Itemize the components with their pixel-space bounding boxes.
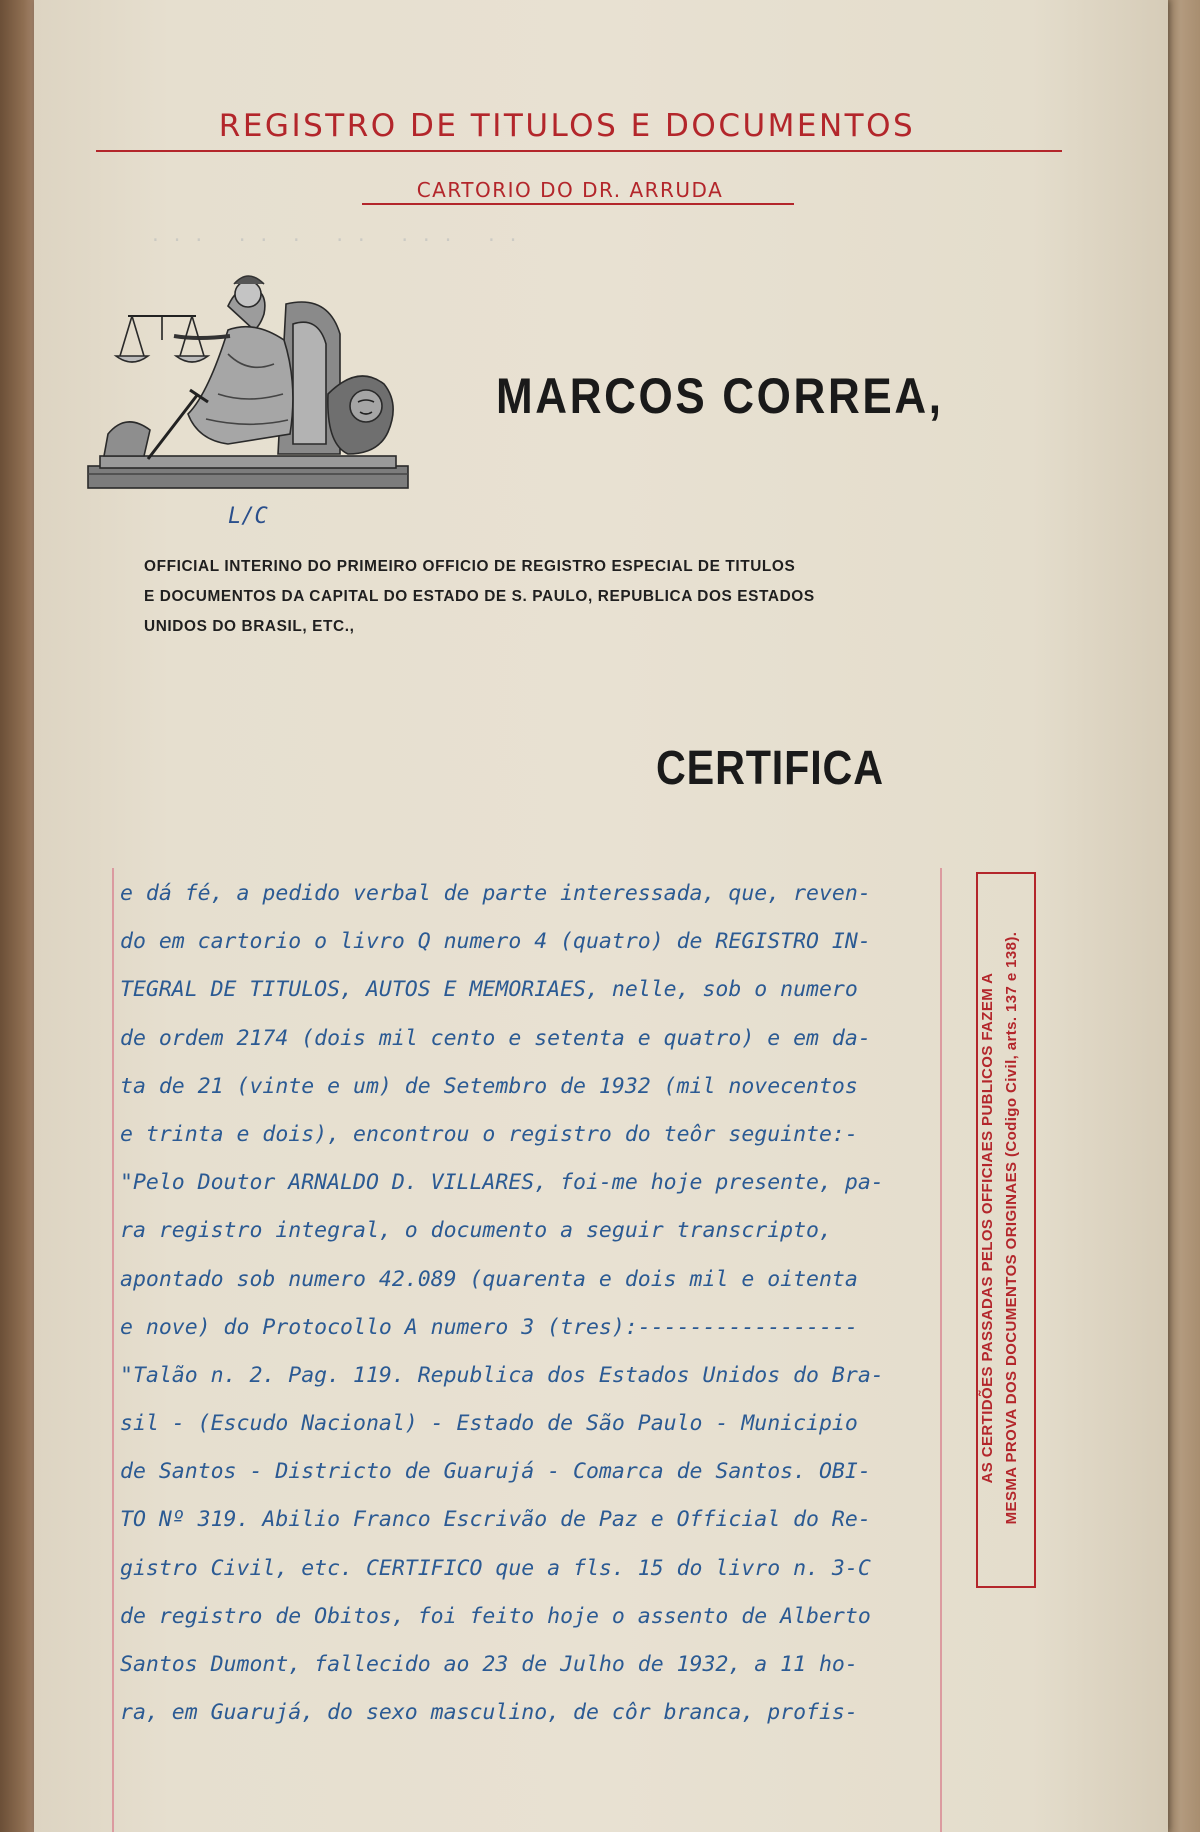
legal-notice-line: MESMA PROVA DOS DOCUMENTOS ORIGINAES (Codigo Civil, arts. 137 e 138). (1003, 931, 1020, 1525)
legal-notice-line: AS CERTIDÕES PASSADAS PELOS OFFICIAES PUBLICOS FAZEM A (979, 972, 996, 1484)
body-line: ra, em Guarujá, do sexo masculino, de côr branca, profis- (120, 1700, 858, 1726)
header-subtitle: CARTORIO DO DR. ARRUDA (416, 178, 724, 202)
official-title-line: UNIDOS DO BRASIL, ETC., (144, 618, 355, 635)
official-title-line: OFFICIAL INTERINO DO PRIMEIRO OFFICIO DE REGISTRO ESPECIAL DE TITULOS (144, 558, 796, 575)
body-line: "Pelo Doutor ARNALDO D. VILLARES, foi-me hoje presente, pa- (120, 1170, 884, 1196)
body-line: de ordem 2174 (dois mil cento e setenta e quatro) e em da- (120, 1025, 871, 1051)
body-line: ra registro integral, o documento a seguir transcripto, (120, 1218, 832, 1244)
body-line: TO Nº 319. Abilio Franco Escrivão de Paz e Official do Re- (120, 1507, 871, 1533)
body-line: do em cartorio o livro Q numero 4 (quatro) de REGISTRO IN- (120, 929, 871, 955)
clerk-initials: L/C (228, 504, 268, 529)
official-title-line: E DOCUMENTOS DA CAPITAL DO ESTADO DE S. PAULO, REPUBLICA DOS ESTADOS (144, 588, 815, 605)
official-title (144, 552, 924, 642)
body-line: apontado sob numero 42.089 (quarenta e dois mil e oitenta (120, 1266, 858, 1292)
body-line: Santos Dumont, fallecido ao 23 de Julho de 1932, a 11 ho- (120, 1652, 858, 1677)
body-line: gistro Civil, etc. CERTIFICO que a fls. 15 do livro n. 3-C (120, 1555, 871, 1581)
body-line: e dá fé, a pedido verbal de parte interessada, que, reven- (120, 881, 871, 906)
body-line: TEGRAL DE TITULOS, AUTOS E MEMORIAES, nelle, sob o numero (120, 977, 858, 1003)
legal-notice-text (976, 878, 1032, 1578)
body-line: de registro de Obitos, foi feito hoje o assento de Alberto (120, 1603, 871, 1629)
official-name: MARCOS CORREA, (496, 368, 944, 424)
certificate-body (120, 870, 950, 1737)
body-line: ta de 21 (vinte e um) de Setembro de 1932 (mil novecentos (120, 1073, 858, 1099)
folder-edge-left (0, 0, 34, 1832)
header-subtitle-rule (362, 203, 794, 205)
body-line: e trinta e dois), encontrou o registro do teôr seguinte:- (120, 1121, 858, 1147)
body-line: sil - (Escudo Nacional) - Estado de São Paulo - Municipio (120, 1411, 858, 1437)
header-rule (96, 150, 1062, 152)
left-margin-line (112, 868, 114, 1832)
folder-edge-right (1168, 0, 1200, 1832)
body-line: de Santos - Districto de Guarujá - Comarca de Santos. OBI- (120, 1459, 871, 1485)
justice-figure-icon (78, 244, 418, 504)
header-title: REGISTRO DE TITULOS E DOCUMENTOS (218, 108, 916, 144)
body-line: e nove) do Protocollo A numero 3 (tres):----------------- (120, 1314, 858, 1340)
body-line: "Talão n. 2. Pag. 119. Republica dos Estados Unidos do Bra- (120, 1362, 884, 1388)
certifica-heading: CERTIFICA (656, 742, 884, 795)
bleed-through-text: · · · · · · · · · · · · · (150, 230, 519, 251)
